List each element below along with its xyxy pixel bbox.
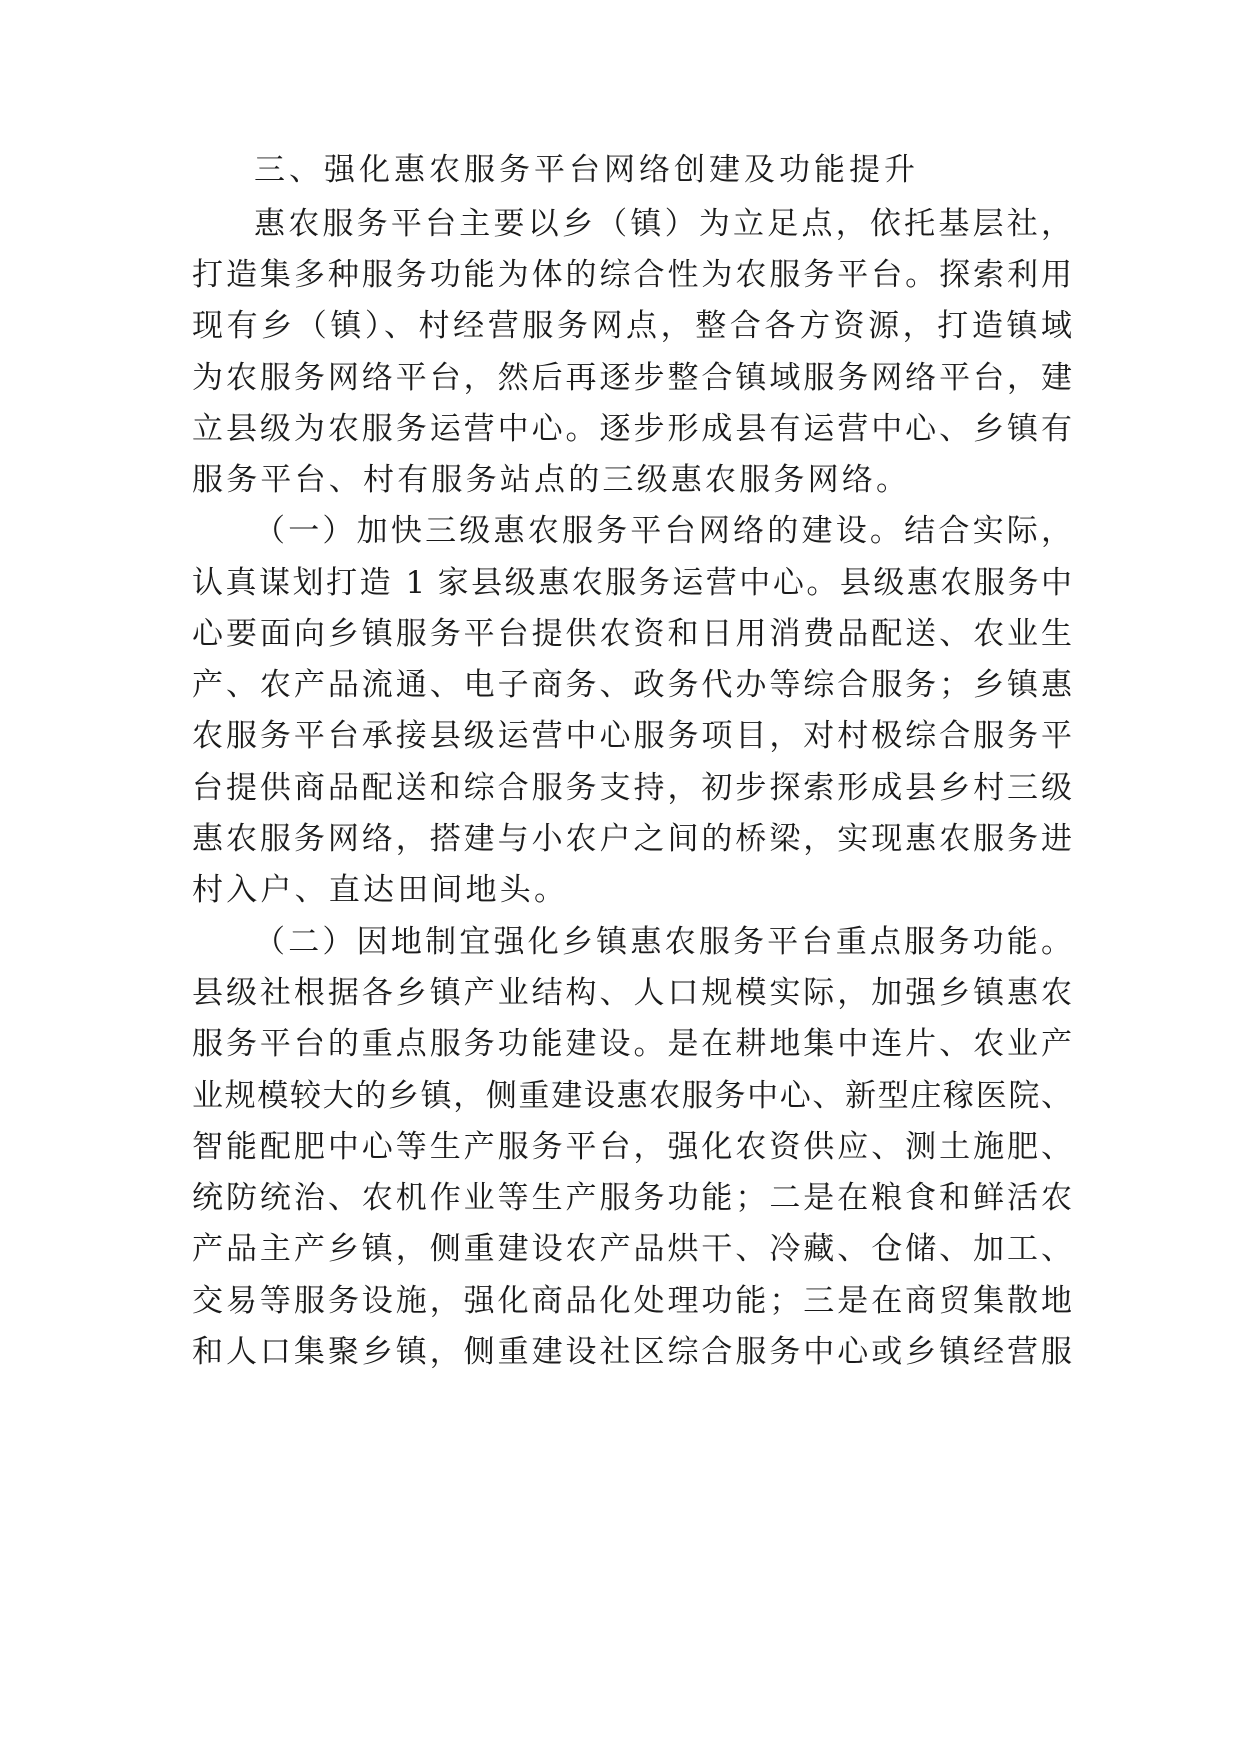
paragraph-line: 统防统治、农机作业等生产服务功能；二是在粮食和鲜活农: [192, 1180, 1072, 1216]
paragraph-line: 服务平台的重点服务功能建设。是在耕地集中连片、农业产: [192, 1026, 1072, 1062]
paragraph-line: 惠农服务平台主要以乡（镇）为立足点，依托基层社，: [254, 206, 1072, 242]
paragraph-line: 惠农服务网络，搭建与小农户之间的桥梁，实现惠农服务进: [192, 821, 1072, 857]
paragraph-line: 现有乡（镇）、村经营服务网点，整合各方资源，打造镇域: [192, 308, 1072, 344]
paragraph-line: 台提供商品配送和综合服务支持，初步探索形成县乡村三级: [192, 770, 1072, 806]
paragraph-line: 村入户、直达田间地头。: [192, 872, 569, 908]
paragraph-line: 县级社根据各乡镇产业结构、人口规模实际，加强乡镇惠农: [192, 975, 1072, 1011]
paragraph-line: 服务平台、村有服务站点的三级惠农服务网络。: [192, 462, 911, 498]
paragraph-line: 为农服务网络平台，然后再逐步整合镇域服务网络平台，建: [192, 360, 1072, 396]
paragraph-line: 心要面向乡镇服务平台提供农资和日用消费品配送、农业生: [192, 616, 1072, 652]
paragraph-line: 智能配肥中心等生产服务平台，强化农资供应、测土施肥、: [192, 1129, 1072, 1165]
paragraph-line: 业规模较大的乡镇，侧重建设惠农服务中心、新型庄稼医院、: [192, 1078, 1072, 1114]
paragraph-line: （二）因地制宜强化乡镇惠农服务平台重点服务功能。: [254, 924, 1072, 960]
section-heading: 三、强化惠农服务平台网络创建及功能提升: [254, 152, 919, 188]
paragraph-line: 打造集多种服务功能为体的综合性为农服务平台。探索利用: [192, 257, 1072, 293]
paragraph-line: 认真谋划打造 1 家县级惠农服务运营中心。县级惠农服务中: [192, 565, 1072, 601]
paragraph-line: 交易等服务设施，强化商品化处理功能；三是在商贸集散地: [192, 1283, 1072, 1319]
paragraph-line: 和人口集聚乡镇，侧重建设社区综合服务中心或乡镇经营服: [192, 1334, 1072, 1370]
paragraph-line: 产品主产乡镇，侧重建设农产品烘干、冷藏、仓储、加工、: [192, 1231, 1072, 1267]
paragraph-line: 立县级为农服务运营中心。逐步形成县有运营中心、乡镇有: [192, 411, 1072, 447]
paragraph-line: 产、农产品流通、电子商务、政务代办等综合服务；乡镇惠: [192, 667, 1072, 703]
paragraph-line: （一）加快三级惠农服务平台网络的建设。结合实际，: [254, 513, 1072, 549]
paragraph-line: 农服务平台承接县级运营中心服务项目，对村极综合服务平: [192, 718, 1072, 754]
